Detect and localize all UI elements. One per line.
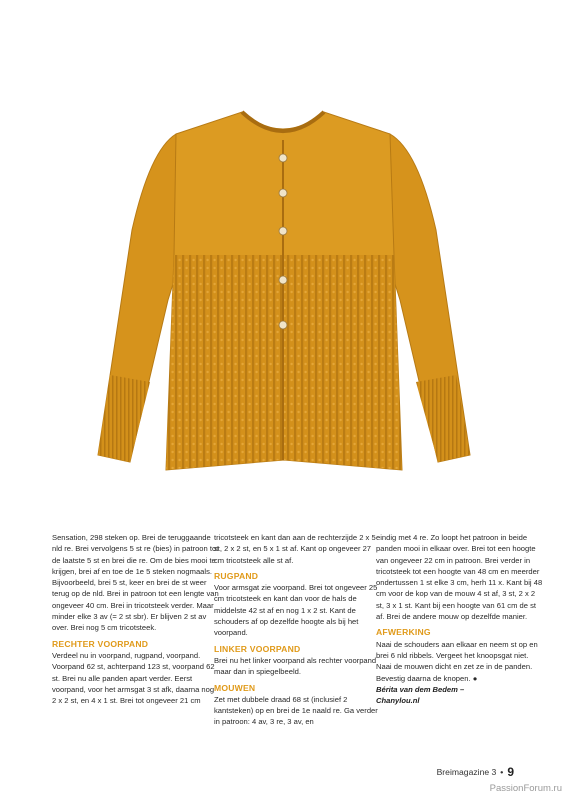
- text-column-3: [376, 532, 544, 706]
- watermark: PassionForum.ru: [489, 783, 562, 794]
- page-footer: [437, 765, 514, 779]
- heading-afwerking: AFWERKING: [376, 627, 431, 638]
- footer-separator: •: [500, 767, 504, 777]
- paragraph: Brei nu het linker voorpand als rechter voorpand maar dan in spiegelbeeld.: [214, 655, 377, 677]
- text-column-2: [214, 532, 382, 728]
- magazine-name: Breimagazine 3: [436, 767, 497, 777]
- page-number: 9: [507, 765, 514, 779]
- paragraph: Verdeel nu in voorpand, rugpand, voorpand. Voorpand 62 st, achterpand 123 st, voorpand 62 st. Brei nu alle panden apart verder. Eerst voorpand, voor het armsgat 3 st afk, daarna nog 2 x 2 st, en 4 x 1 st. Brei tot ongeveer 21 cm: [52, 650, 215, 706]
- author-credit: [376, 684, 544, 707]
- paragraph: Voor armsgat zie voorpand. Brei tot ongeveer 25 cm tricotsteek en kant dan voor de hals de middelste 42 st af en nog 1 x 2 st. Kant de schouders af op dezelfde hoogte als bij het voorpand.: [214, 583, 378, 638]
- paragraph: eindig met 4 re. Zo loopt het patroon in beide panden mooi in elkaar over. Brei tot een hoogte van ongeveer 22 cm in patroon. Brei verder in tricotsteek tot een hoogte van 48 cm en meerder ondertussen 1 st elke 3 cm, herh 11 x. Kant bij 48 cm voor de kop van de mouw 4 st af, 3 st, 2 x 2 st, 3 x 1 st. Kant bij een hoogte van 61 cm de st af. Brei de andere mouw op dezelfde manier.: [376, 533, 543, 622]
- heading-linker-voorpand: LINKER VOORPAND: [214, 643, 301, 654]
- left-cuff: [98, 375, 150, 462]
- end-mark-icon: ●: [472, 673, 478, 683]
- author-site: Chanylou.nl: [376, 696, 420, 706]
- paragraph: tricotsteek en kant dan aan de rechterzijde 2 x 5 st, 2 x 2 st, en 5 x 1 st af. Kant op ongeveer 27 cm tricotsteek alle st af.: [214, 533, 376, 565]
- paragraph: Sensation, 298 steken op. Brei de teruggaande nld re. Brei vervolgens 5 st re (bies) in patroon tot de laatste 5 st en brei die re. Om de bies mooi te krijgen, brei af en toe de 1e 5 steken nogmaals. Bijvoorbeeld, brei 5 st, keer en brei de st weer terug op de nld. Brei in patroon tot een lengte van ongeveer 40 cm. Brei in tricotsteek verder. Maar minder elke 3 av (= 2 st sbr). Er blijven 2 st av over. Brei nog 5 cm tricotsteek.: [52, 533, 219, 633]
- paragraph-text: Naai de schouders aan elkaar en neem st op en brei 6 nld ribbels. Vergeet het knoopsgat niet. Naai de mouwen dicht en zet ze in de panden. Bevestig daarna de knopen.: [376, 639, 538, 683]
- heading-rugpand: RUGPAND: [214, 570, 259, 581]
- paragraph: [376, 639, 544, 684]
- paragraph: Zet met dubbele draad 68 st (inclusief 2 kantsteken) op en brei de 1e naald re. Ga verder in patroon: 4 av, 3 re, 3 av, en: [214, 694, 378, 727]
- heading-rechter-voorpand: RECHTER VOORPAND: [52, 638, 149, 649]
- right-cuff: [416, 375, 470, 462]
- heading-mouwen: MOUWEN: [214, 682, 256, 693]
- text-column-1: [52, 532, 220, 706]
- author-name: Bérita van dem Bedem –: [376, 684, 465, 694]
